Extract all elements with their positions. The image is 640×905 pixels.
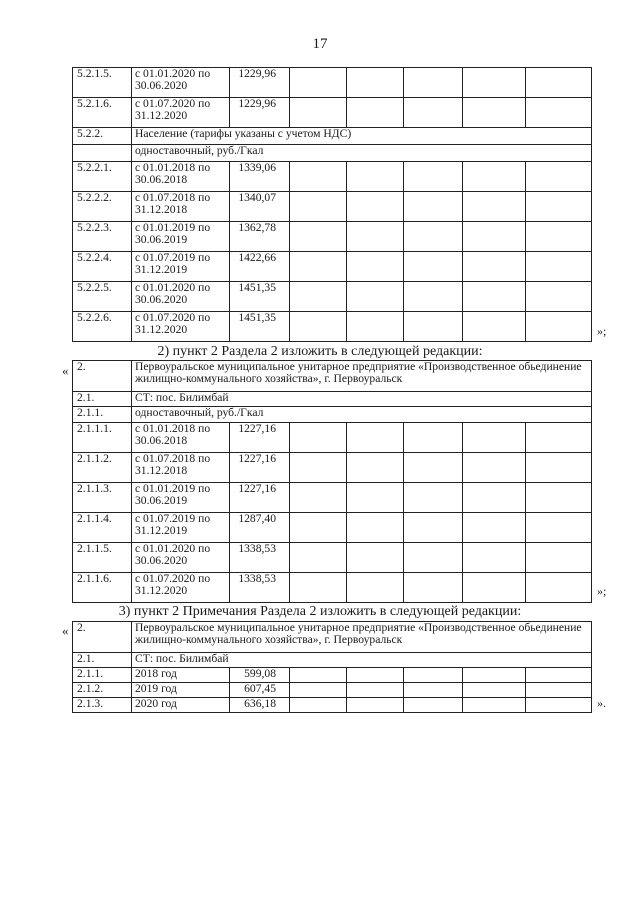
row-code: 5.2.2. [73, 128, 132, 145]
empty-cell [347, 698, 404, 713]
period-cell: с 01.01.2020 по 30.06.2020 [132, 68, 230, 98]
table-row [73, 483, 592, 513]
tariff-table-section-1 [72, 67, 592, 342]
table-row [73, 423, 592, 453]
tariff-value-cell: 1338,53 [230, 543, 290, 573]
empty-cell [347, 573, 404, 603]
empty-cell [463, 683, 526, 698]
row-description: Население (тарифы указаны с учетом НДС) [132, 128, 592, 145]
period-cell: с 01.07.2020 по 31.12.2020 [132, 98, 230, 128]
empty-cell [526, 68, 592, 98]
empty-cell [347, 483, 404, 513]
empty-cell [463, 312, 526, 342]
empty-cell [404, 162, 463, 192]
empty-cell [290, 162, 347, 192]
empty-cell [290, 543, 347, 573]
tariff-value-cell: 1451,35 [230, 282, 290, 312]
empty-cell [526, 683, 592, 698]
row-code: 2.1. [73, 392, 132, 407]
row-code: 2.1.1.4. [73, 513, 132, 543]
table-heading-row [73, 653, 592, 668]
empty-cell [526, 162, 592, 192]
row-code: 2.1.1.2. [73, 453, 132, 483]
row-description: СТ: пос. Билимбай [132, 653, 592, 668]
empty-cell [290, 483, 347, 513]
empty-cell [404, 573, 463, 603]
empty-cell [404, 252, 463, 282]
empty-cell [404, 668, 463, 683]
table-row [73, 162, 592, 192]
empty-cell [290, 222, 347, 252]
period-cell: с 01.01.2019 по 30.06.2019 [132, 222, 230, 252]
row-code: 2.1. [73, 653, 132, 668]
table-row [73, 668, 592, 683]
empty-cell [404, 683, 463, 698]
empty-cell [347, 683, 404, 698]
tariff-value-cell: 1287,40 [230, 513, 290, 543]
table-row [73, 222, 592, 252]
period-cell: 2020 год [132, 698, 230, 713]
empty-cell [526, 222, 592, 252]
row-code: 2.1.1. [73, 407, 132, 423]
empty-cell [526, 98, 592, 128]
table-row [73, 453, 592, 483]
table-heading-row [73, 145, 592, 162]
row-description: СТ: пос. Билимбай [132, 392, 592, 407]
empty-cell [463, 162, 526, 192]
row-code: 2.1.1.3. [73, 483, 132, 513]
row-code: 2.1.2. [73, 683, 132, 698]
tariff-value-cell: 599,08 [230, 668, 290, 683]
empty-cell [526, 312, 592, 342]
empty-cell [404, 483, 463, 513]
closing-quote-2: »; [597, 584, 607, 598]
table-heading-row [73, 622, 592, 653]
table-row [73, 192, 592, 222]
empty-cell [404, 68, 463, 98]
empty-cell [526, 282, 592, 312]
empty-cell [404, 282, 463, 312]
period-cell: с 01.07.2020 по 31.12.2020 [132, 312, 230, 342]
period-cell: с 01.01.2018 по 30.06.2018 [132, 162, 230, 192]
row-code [73, 145, 132, 162]
period-cell: 2019 год [132, 683, 230, 698]
tariff-table-section-3 [72, 621, 592, 713]
closing-quote-3: ». [597, 696, 606, 710]
empty-cell [347, 222, 404, 252]
empty-cell [347, 192, 404, 222]
empty-cell [404, 543, 463, 573]
row-code: 2.1.1.5. [73, 543, 132, 573]
empty-cell [463, 68, 526, 98]
row-code: 2.1.1.1. [73, 423, 132, 453]
table-heading-row [73, 361, 592, 392]
empty-cell [347, 668, 404, 683]
empty-cell [347, 513, 404, 543]
row-code: 2. [73, 622, 132, 653]
empty-cell [463, 192, 526, 222]
empty-cell [290, 573, 347, 603]
row-code: 2. [73, 361, 132, 392]
empty-cell [526, 453, 592, 483]
table-row [73, 543, 592, 573]
empty-cell [404, 192, 463, 222]
row-code: 5.2.1.6. [73, 98, 132, 128]
table-heading-row [73, 128, 592, 145]
period-cell: с 01.01.2020 по 30.06.2020 [132, 282, 230, 312]
tariff-value-cell: 607,45 [230, 683, 290, 698]
row-description: одноставочный, руб./Гкал [132, 145, 592, 162]
empty-cell [526, 513, 592, 543]
tariff-value-cell: 1339,06 [230, 162, 290, 192]
row-code: 2.1.1. [73, 668, 132, 683]
empty-cell [347, 162, 404, 192]
tariff-value-cell: 636,18 [230, 698, 290, 713]
opening-quote-3: « [62, 623, 69, 638]
period-cell: 2018 год [132, 668, 230, 683]
empty-cell [347, 252, 404, 282]
empty-cell [526, 698, 592, 713]
period-cell: с 01.07.2019 по 31.12.2019 [132, 252, 230, 282]
row-code: 2.1.3. [73, 698, 132, 713]
empty-cell [404, 453, 463, 483]
row-description: одноставочный, руб./Гкал [132, 407, 592, 423]
empty-cell [463, 222, 526, 252]
empty-cell [404, 423, 463, 453]
empty-cell [404, 222, 463, 252]
empty-cell [404, 312, 463, 342]
row-code: 2.1.1.6. [73, 573, 132, 603]
row-code: 5.2.2.1. [73, 162, 132, 192]
empty-cell [290, 252, 347, 282]
table-row [73, 312, 592, 342]
empty-cell [347, 98, 404, 128]
empty-cell [290, 312, 347, 342]
table-row [73, 282, 592, 312]
empty-cell [526, 543, 592, 573]
tariff-table-section-2 [72, 360, 592, 603]
row-code: 5.2.1.5. [73, 68, 132, 98]
empty-cell [526, 668, 592, 683]
empty-cell [526, 192, 592, 222]
table-row [73, 68, 592, 98]
tariff-value-cell: 1422,66 [230, 252, 290, 282]
tariff-value-cell: 1227,16 [230, 423, 290, 453]
tariff-value-cell: 1227,16 [230, 483, 290, 513]
section-2-heading: 2) пункт 2 Раздела 2 изложить в следующей редакции: [157, 344, 483, 359]
table-heading-row [73, 392, 592, 407]
empty-cell [290, 453, 347, 483]
tariff-value-cell: 1229,96 [230, 68, 290, 98]
empty-cell [347, 453, 404, 483]
empty-cell [404, 513, 463, 543]
empty-cell [290, 698, 347, 713]
opening-quote-2: « [62, 363, 69, 378]
empty-cell [347, 68, 404, 98]
tariff-value-cell: 1451,35 [230, 312, 290, 342]
tariff-value-cell: 1340,07 [230, 192, 290, 222]
table-row [73, 513, 592, 543]
period-cell: с 01.07.2018 по 31.12.2018 [132, 192, 230, 222]
empty-cell [463, 668, 526, 683]
period-cell: с 01.01.2019 по 30.06.2019 [132, 483, 230, 513]
tariff-value-cell: 1362,78 [230, 222, 290, 252]
empty-cell [347, 282, 404, 312]
empty-cell [463, 423, 526, 453]
empty-cell [290, 513, 347, 543]
table-row [73, 698, 592, 713]
tariff-value-cell: 1338,53 [230, 573, 290, 603]
empty-cell [404, 98, 463, 128]
page-number: 17 [312, 36, 328, 52]
empty-cell [463, 543, 526, 573]
table-heading-row [73, 407, 592, 423]
table-row [73, 573, 592, 603]
empty-cell [463, 282, 526, 312]
section-3-heading: 3) пункт 2 Примечания Раздела 2 изложить в следующей редакции: [118, 604, 522, 619]
empty-cell [463, 483, 526, 513]
tariff-value-cell: 1227,16 [230, 453, 290, 483]
empty-cell [526, 252, 592, 282]
period-cell: с 01.07.2019 по 31.12.2019 [132, 513, 230, 543]
table-row [73, 98, 592, 128]
row-description: Первоуральское муниципальное унитарное предприятие «Производственное обьединение жилищно-коммунального хозяйства», г. Первоуральск [132, 361, 592, 392]
period-cell: с 01.01.2020 по 30.06.2020 [132, 543, 230, 573]
empty-cell [290, 423, 347, 453]
period-cell: с 01.07.2020 по 31.12.2020 [132, 573, 230, 603]
row-code: 5.2.2.3. [73, 222, 132, 252]
period-cell: с 01.07.2018 по 31.12.2018 [132, 453, 230, 483]
empty-cell [463, 453, 526, 483]
row-code: 5.2.2.5. [73, 282, 132, 312]
empty-cell [463, 573, 526, 603]
empty-cell [526, 423, 592, 453]
empty-cell [347, 423, 404, 453]
empty-cell [463, 698, 526, 713]
empty-cell [290, 683, 347, 698]
empty-cell [347, 543, 404, 573]
empty-cell [290, 282, 347, 312]
empty-cell [526, 483, 592, 513]
row-code: 5.2.2.6. [73, 312, 132, 342]
empty-cell [290, 98, 347, 128]
period-cell: с 01.01.2018 по 30.06.2018 [132, 423, 230, 453]
empty-cell [290, 192, 347, 222]
empty-cell [463, 98, 526, 128]
empty-cell [463, 513, 526, 543]
row-description: Первоуральское муниципальное унитарное предприятие «Производственное обьединение жилищно-коммунального хозяйства», г. Первоуральск [132, 622, 592, 653]
empty-cell [347, 312, 404, 342]
tariff-value-cell: 1229,96 [230, 98, 290, 128]
empty-cell [404, 698, 463, 713]
empty-cell [290, 668, 347, 683]
empty-cell [290, 68, 347, 98]
row-code: 5.2.2.4. [73, 252, 132, 282]
table-row [73, 683, 592, 698]
empty-cell [526, 573, 592, 603]
row-code: 5.2.2.2. [73, 192, 132, 222]
table-row [73, 252, 592, 282]
empty-cell [463, 252, 526, 282]
closing-quote-1: »; [597, 324, 607, 338]
